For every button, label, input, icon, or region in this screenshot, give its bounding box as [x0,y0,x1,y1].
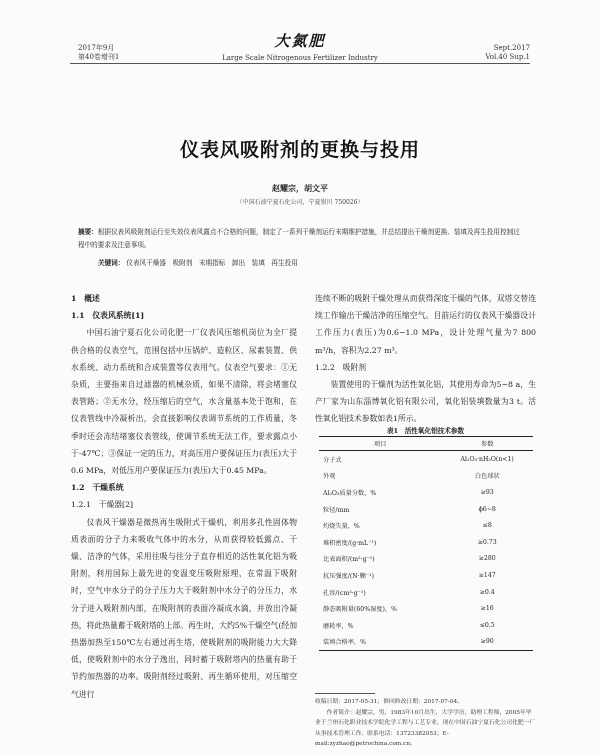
paragraph-dryer: 仪表风干燥器是微热再生吸附式干燥机，利用多孔性固体物质表面的分子力来吸收气体中的水分，从而获得较低露点、干燥、洁净的气体，采用往吸与往分子直存相近的活性氧化铝为吸附剂，利用国际上最先进的变温变压吸附原理，在常温下吸附时，空气中水分子的分子压力大于吸附剂中水分子的分压力，水分子进入吸附剂内部，在吸附剂的表面冷凝成水滴，并放出冷凝热，将此热量蓄于吸附塔的上部。再生时，大约5%干燥空气(经加热器加热至150℃左右通过再生塔，使吸附剂的吸附能力大大降低，使吸附剂中的水分子逸出，同时蓄于吸附塔内的热量有助于节约加热器的功率。吸附剂经过吸附、再生循环使用，对压缩空气进行 [71,517,297,699]
journal-logo-cn: 大氮肥 [274,32,326,50]
header-rule [70,63,530,64]
table-cell-item: 磨耗率，% [323,622,354,630]
table-cell-value: ≥16 [480,605,494,613]
table-cell-value: ≥147 [478,571,496,579]
table-cell-item: 分子式 [323,456,342,464]
table-row [319,468,533,485]
table-cell-value: Al₂O₃·nH₂O(n<1) [460,455,514,463]
footnote [315,697,536,750]
table-row [319,584,533,601]
section-heading-1-2: 1.2 干燥系统 [71,483,124,493]
paragraph-dryer-continued: 连续不断的吸附干燥处理从而获得深度干燥的气体，双塔交替连续工作输出干燥洁净的压缩空气。目前运行的仪表风干燥器设计工作压力(表压)为0.6~1.0 MPa，设计处理气量为7 800 m³/h，容积为2.27 m³。 [315,294,536,355]
keywords [98,257,526,267]
table-row [319,451,533,468]
journal-name-en: Large Scale Nitrogenous Fertilizer Industry [222,54,378,62]
table-row [319,567,533,584]
left-column [71,290,297,703]
abstract-label: 摘要： [78,228,98,236]
table-cell-value: ≤0.5 [479,621,495,629]
header-volume: 第40卷增刊1 [78,53,120,61]
header-date: 2017年9月 [78,44,115,52]
table-cell-value: ≥90 [441,634,533,651]
table-cell-item: 抗压强度/(N·颗⁻¹) [323,572,374,580]
table-row [319,551,533,568]
table-row [319,634,533,651]
table-caption: 表1 活性氧化铝技术参数 [386,427,465,435]
table-cell-value: ≥0.4 [479,588,495,596]
header-volume-en: Vol.40 Sup.1 [485,53,530,61]
section-heading-1-1: 1.1 仪表风系统[1] [71,311,145,321]
table-cell-value: ≤8 [482,522,492,530]
article-title: 仪表风吸附剂的更换与投用 [179,139,420,161]
table-cell-item: 灼烧失量，% [323,523,360,531]
abstract-text: 根据仪表风吸附剂运行至失效仪表风露点不合格的问题，制定了一系列干燥剂运行末期维护措施，并总结提出干燥剂更换、装填及再生投用控制过程中的要求及注意事项。 [78,228,520,249]
section-heading-1-2-1: 1.2.1 干燥器[2] [71,500,134,510]
table-row [319,600,533,617]
table-header-param: 参数 [441,437,533,451]
table-cell-value: 白色球状 [474,473,500,481]
right-column [315,290,536,428]
header-right [485,44,530,62]
table-row [319,617,533,634]
footnote-received: 收稿日期：2017-05-31；修回修改日期：2017-07-04。 [315,699,464,705]
table-header-row [319,437,533,451]
table-cell-item: 比表面积/(m²·g⁻¹) [323,556,375,564]
paragraph-adsorbent: 装置使用的干燥剂为活性氧化铝，其使用寿命为5~8 a，生产厂家为山东淄博氧化铝有限公司，氧化铝装填数量为3 t。活性氧化铝技术参数如表1所示。 [315,380,536,424]
table-cell-item: Al₂O₃质量分数，% [323,489,377,497]
table-cell-item: 孔容/(cm³·g⁻¹) [323,589,366,597]
table-row [319,534,533,551]
table-cell-item: 堆积密度/(g·mL⁻¹) [323,539,377,547]
table-cell-item: 静态吸附量(60%湿度)，% [323,606,397,614]
footnote-rule [315,693,375,694]
keywords-text: 仪表风干燥器 吸附剂 末期指标 卸出 装填 再生投用 [126,259,298,267]
table-cell-value: ≥280 [478,555,496,563]
keywords-label: 关键词： [98,259,125,267]
footnote-author-bio: 作者简介：赵耀宗，男，1983年10月出生，大学学历，助理工程师，2005年毕业于兰州石化职业技术学院化学工程与工艺专业，现在中国石油宁夏石化公司化肥一厂从事技术管理工作。联系电话：13723382053；E-mail:zyzhao@petrochina.com.cn。 [315,709,536,747]
paragraph-instrument-air: 中国石油宁夏石化公司化肥一厂仪表风压缩机岗位为全厂提供合格的仪表空气，范围包括中压锅炉、造粒区、尿素装置、供水系统、动力系统和合成装置等仪表用气。仪表空气要求：①无杂质，主要指来自过滤器的机械杂质，如果不清除，将会堵塞仪表管路；②无水分，经压缩后的空气，水含量基本处于饱和，在仪表管线中冷凝析出，会直接影响仪表调节系统的工作质量，冬季时还会冻结堵塞仪表管线，使调节系统无法工作，要求露点小于-47℃；③保证一定的压力，对高压用户要保证压力(表压)大于0.6 MPa，对低压用户要保证压力(表压)大于0.45 MPa。 [71,328,297,476]
table-cell-item: 粒径/mm [323,506,350,514]
table-cell-item: 外观 [323,473,336,481]
table-cell-item: 装填合格率，% [319,634,441,651]
alumina-spec-table [319,436,533,651]
table-cell-value: ≥93 [480,488,494,496]
article-affiliation: （中国石油宁夏石化公司，宁夏银川 750026） [236,199,364,206]
table-row [319,484,533,501]
table-header-item: 项目 [319,437,441,451]
section-heading-1: 1 概述 [71,294,100,303]
table-row [319,517,533,534]
article-authors: 赵耀宗，胡文平 [272,183,328,193]
header-date-en: Sept.2017 [493,44,530,52]
table-cell-value: ϕ6~8 [478,505,496,513]
table-row [319,501,533,518]
abstract [78,226,526,252]
table-cell-value: ≥0.73 [477,538,497,546]
section-heading-1-2-2: 1.2.2 吸附剂 [315,362,367,372]
